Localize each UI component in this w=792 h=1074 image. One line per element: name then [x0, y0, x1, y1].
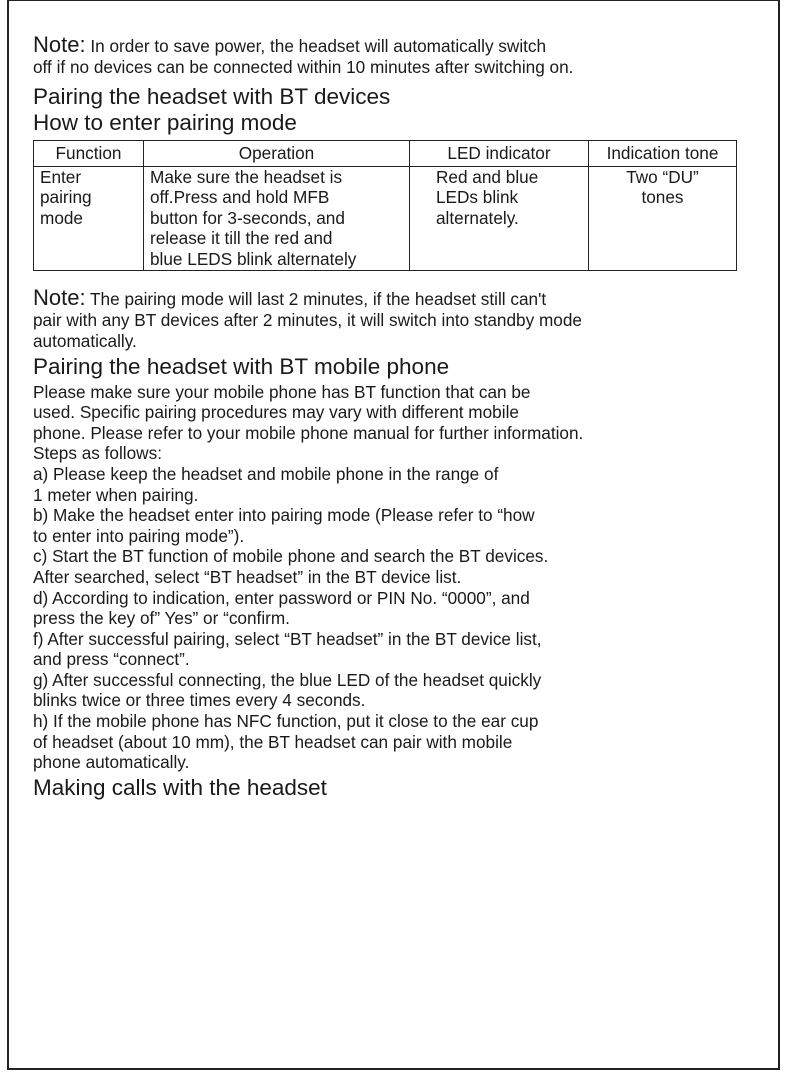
heading-pairing-bt-devices: Pairing the headset with BT devices [33, 84, 391, 109]
note-label: Note: [33, 284, 86, 310]
paragraph-line: of headset (about 10 mm), the BT headset can pair with mobile [33, 731, 513, 752]
paragraph-line: used. Specific pairing procedures may vary with different mobile [33, 402, 519, 423]
paragraph-line: d) According to indication, enter password or PIN No. “0000”, and [33, 587, 530, 608]
table-header-led: LED indicator [410, 141, 589, 167]
cell-line: blue LEDS blink alternately [150, 248, 357, 269]
table-header-operation: Operation [144, 141, 410, 167]
table-header-row [34, 141, 737, 167]
note-text: In order to save power, the headset will automatically switch [85, 36, 547, 56]
paragraph-line: Please make sure your mobile phone has BT function that can be [33, 381, 531, 402]
table-header-function: Function [34, 141, 144, 167]
table-row [34, 166, 737, 270]
paragraph-line: press the key of” Yes” or “confirm. [33, 608, 290, 629]
note-text-line2: off if no devices can be connected within 10 minutes after switching on. [33, 57, 574, 77]
cell-line: mode [40, 207, 83, 228]
paragraph-line: a) Please keep the headset and mobile phone in the range of [33, 463, 499, 484]
cell-line: off.Press and hold MFB [150, 187, 330, 208]
table-cell-led [410, 166, 589, 270]
note-label: Note: [33, 32, 86, 57]
cell-line: release it till the red and [150, 228, 333, 249]
document-content [33, 34, 773, 801]
cell-line: Make sure the headset is [150, 166, 343, 187]
heading-pairing-mobile: Pairing the headset with BT mobile phone [33, 353, 450, 379]
note-text-line2: pair with any BT devices after 2 minutes, it will switch into standby mode [33, 309, 582, 330]
cell-line: alternately. [436, 207, 519, 228]
paragraph-line: phone. Please refer to your mobile phone manual for further information. [33, 422, 584, 443]
paragraph-line: After searched, select “BT headset” in the BT device list. [33, 566, 462, 587]
cell-line: Red and blue [436, 166, 539, 187]
cell-line: tones [641, 187, 684, 208]
paragraph-line: h) If the mobile phone has NFC function, put it close to the ear cup [33, 711, 539, 732]
paragraph-line: phone automatically. [33, 752, 190, 773]
cell-line: button for 3-seconds, and [150, 207, 345, 228]
paragraph-line: to enter into pairing mode”). [33, 525, 245, 546]
note-pairing-duration [33, 284, 773, 352]
paragraph-line: c) Start the BT function of mobile phone and search the BT devices. [33, 546, 549, 567]
paragraph-line: Steps as follows: [33, 443, 162, 464]
cell-line: LEDs blink [436, 187, 519, 208]
paragraph-line: 1 meter when pairing. [33, 484, 199, 505]
heading-making-calls: Making calls with the headset [33, 774, 327, 800]
table-cell-tone [589, 166, 737, 270]
paragraph-line: and press “connect”. [33, 649, 190, 670]
note-text: The pairing mode will last 2 minutes, if the headset still can't [85, 288, 547, 309]
note-power-save [33, 34, 773, 78]
cell-line: pairing [40, 187, 92, 208]
table-header-tone: Indication tone [589, 141, 737, 167]
table-cell-operation [144, 166, 410, 270]
cell-line: Two “DU” [626, 166, 699, 187]
pairing-mode-table [33, 140, 737, 271]
paragraph-line: blinks twice or three times every 4 seconds. [33, 690, 366, 711]
paragraph-line: g) After successful connecting, the blue LED of the headset quickly [33, 669, 542, 690]
paragraph-line: b) Make the headset enter into pairing mode (Please refer to “how [33, 505, 535, 526]
heading-enter-pairing-mode: How to enter pairing mode [33, 110, 297, 135]
cell-line: Enter [40, 166, 82, 187]
table-cell-function [34, 166, 144, 270]
paragraph-line: f) After successful pairing, select “BT headset” in the BT device list, [33, 628, 542, 649]
note-text-line3: automatically. [33, 330, 137, 351]
pairing-steps-paragraph [33, 382, 773, 773]
